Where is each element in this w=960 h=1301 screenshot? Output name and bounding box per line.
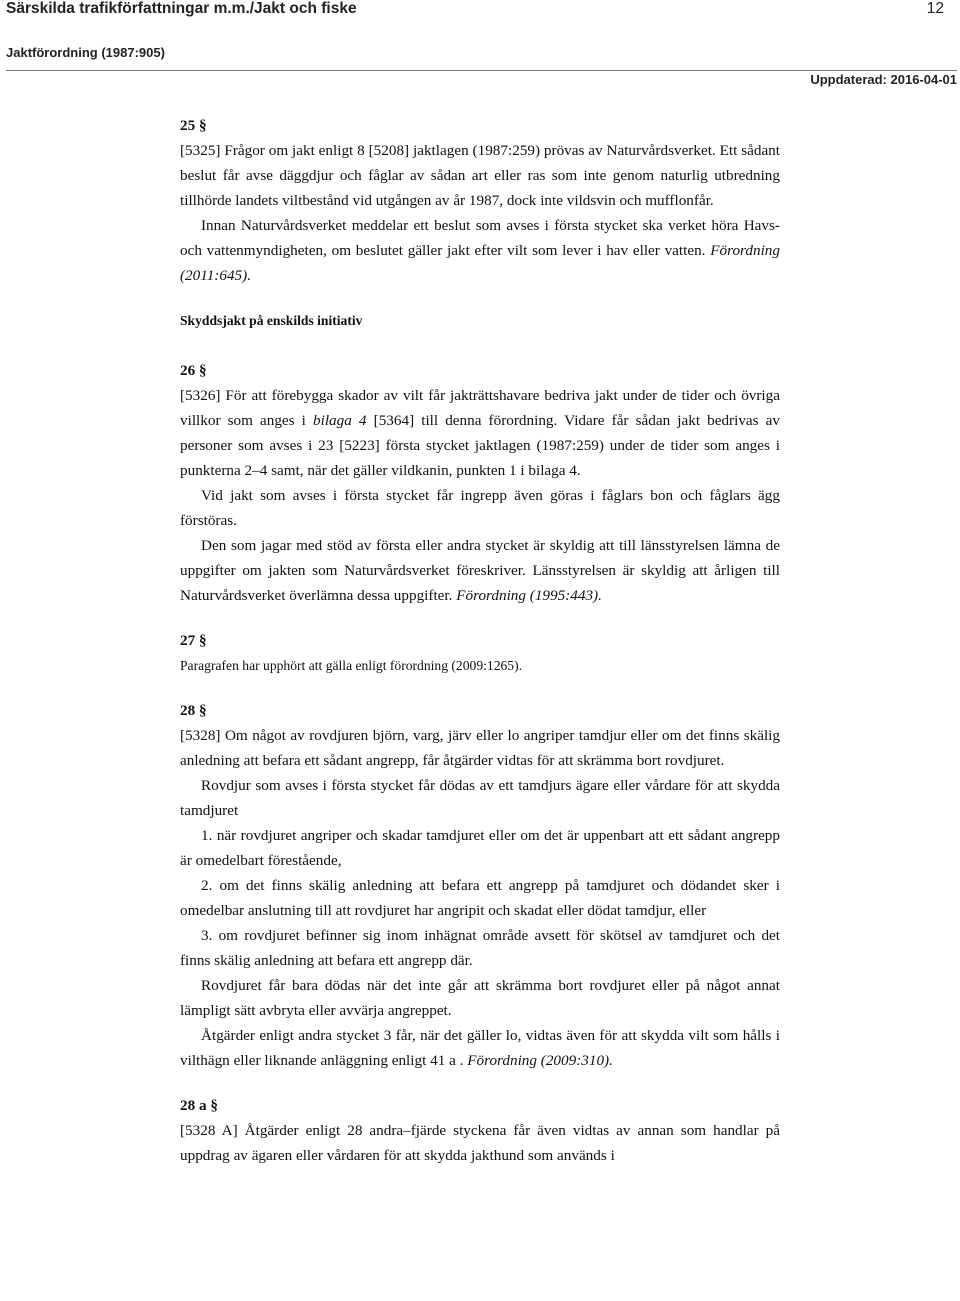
reference: bilaga 4 [313,412,367,429]
page-number: 12 [926,0,944,17]
section-number: 27 § [180,632,207,649]
paragraph-symbol-icon: § [198,632,207,649]
section-number: 25 § [180,117,207,134]
reference: Förordning (2011:645). [180,242,780,284]
paragraph-symbol-icon: § [198,362,207,379]
paragraph: Paragrafen har upphört att gälla enligt förordning (2009:1265). [180,658,523,673]
paragraph: [5328 A] Åtgärder enligt 28 andra–fjärde styckena får även vidtas av annan som handlar på uppdrag av ägaren eller vårdaren för att skydda jakthund som används i [180,1122,780,1164]
section-28 [180,698,780,1073]
section-number: 28 § [180,702,207,719]
paragraph: Rovdjuret får bara dödas när det inte går att skrämma bort rovdjuret eller på något annat lämpligt sätt avbryta eller avvärja angreppet. [180,977,780,1019]
section-25 [180,113,780,288]
paragraph: Vid jakt som avses i första stycket får ingrepp även göras i fåglars bon och fåglars ägg förstöras. [180,487,780,529]
document-subtitle: Jaktförordning (1987:905) [6,45,165,60]
paragraph: Den som jagar med stöd av första eller andra stycket är skyldig att till länsstyrelsen lämna de uppgifter om jakten som Naturvårdsverket föreskriver. Länsstyrelsen är skyldig att årligen till Naturvårdsverket överlämna dessa uppgifter. Förordning (1995:443). [180,537,780,604]
section-number: 26 § [180,362,207,379]
section-27 [180,628,780,678]
paragraph: [5325] Frågor om jakt enligt 8 [5208] jaktlagen (1987:259) prövas av Naturvårdsverket. Ett sådant beslut får avse däggdjur och fåglar av sådan art eller ras som inte genom naturlig utbredning tillhörde landets viltbestånd vid utgången av år 1987, dock inte vildsvin och mufflonfår. [180,142,780,209]
list-item: 3. om rovdjuret befinner sig inom inhägnat område avsett för skötsel av tamdjuret och det finns skälig anledning att befara ett angrepp där. [180,927,780,969]
section-28a [180,1093,780,1168]
paragraph: Innan Naturvårdsverket meddelar ett beslut som avses i första stycket ska verket höra Havs- och vattenmyndigheten, om beslutet gäller jakt efter vilt som lever i hav eller vatten. Förordning (2011:645). [180,217,780,284]
paragraph-symbol-icon: § [198,702,207,719]
section-number: 28 a § [180,1097,218,1114]
updated-date: Uppdaterad: 2016-04-01 [810,72,957,87]
paragraph: [5328] Om något av rovdjuren björn, varg, järv eller lo angriper tamdjur eller om det finns skälig anledning att befara ett sådant angrepp, får åtgärder vidtas för att skrämma bort rovdjuret. [180,727,780,769]
paragraph: Åtgärder enligt andra stycket 3 får, när det gäller lo, vidtas även för att skydda vilt som hålls i vilthägn eller liknande anläggning enligt 41 a . Förordning (2009:310). [180,1027,780,1069]
paragraph: [5326] För att förebygga skador av vilt får jakträttshavare bedriva jakt under de tider och övriga villkor som anges i bilaga 4 [5364] till denna förordning. Vidare får sådan jakt bedrivas av personer som avses i 23 [5223] första stycket jaktlagen (1987:259) under de tider som anges i punkterna 2–4 samt, när det gäller vildkanin, punkten 1 i bilaga 4. [180,387,781,479]
section-26 [180,308,780,608]
paragraph: Rovdjur som avses i första stycket får dödas av ett tamdjurs ägare eller vårdare för att skydda tamdjuret [180,777,780,819]
document-body [180,113,780,1168]
header-divider [6,70,957,71]
paragraph-symbol-icon: § [198,117,207,134]
reference: Förordning (2009:310). [467,1052,613,1069]
paragraph-symbol-icon: § [210,1097,218,1114]
reference: Förordning (1995:443). [456,587,602,604]
section-heading: Skyddsjakt på enskilds initiativ [180,313,363,328]
document-title: Särskilda trafikförfattningar m.m./Jakt och fiske [6,0,357,17]
list-item: 1. när rovdjuret angriper och skadar tamdjuret eller om det är uppenbart att ett sådant angrepp är omedelbart förestående, [180,827,780,869]
list-item: 2. om det finns skälig anledning att befara ett angrepp på tamdjuret och dödandet sker i omedelbar anslutning till att rovdjuret har angripit och skadat eller dödat tamdjur, eller [180,877,780,919]
